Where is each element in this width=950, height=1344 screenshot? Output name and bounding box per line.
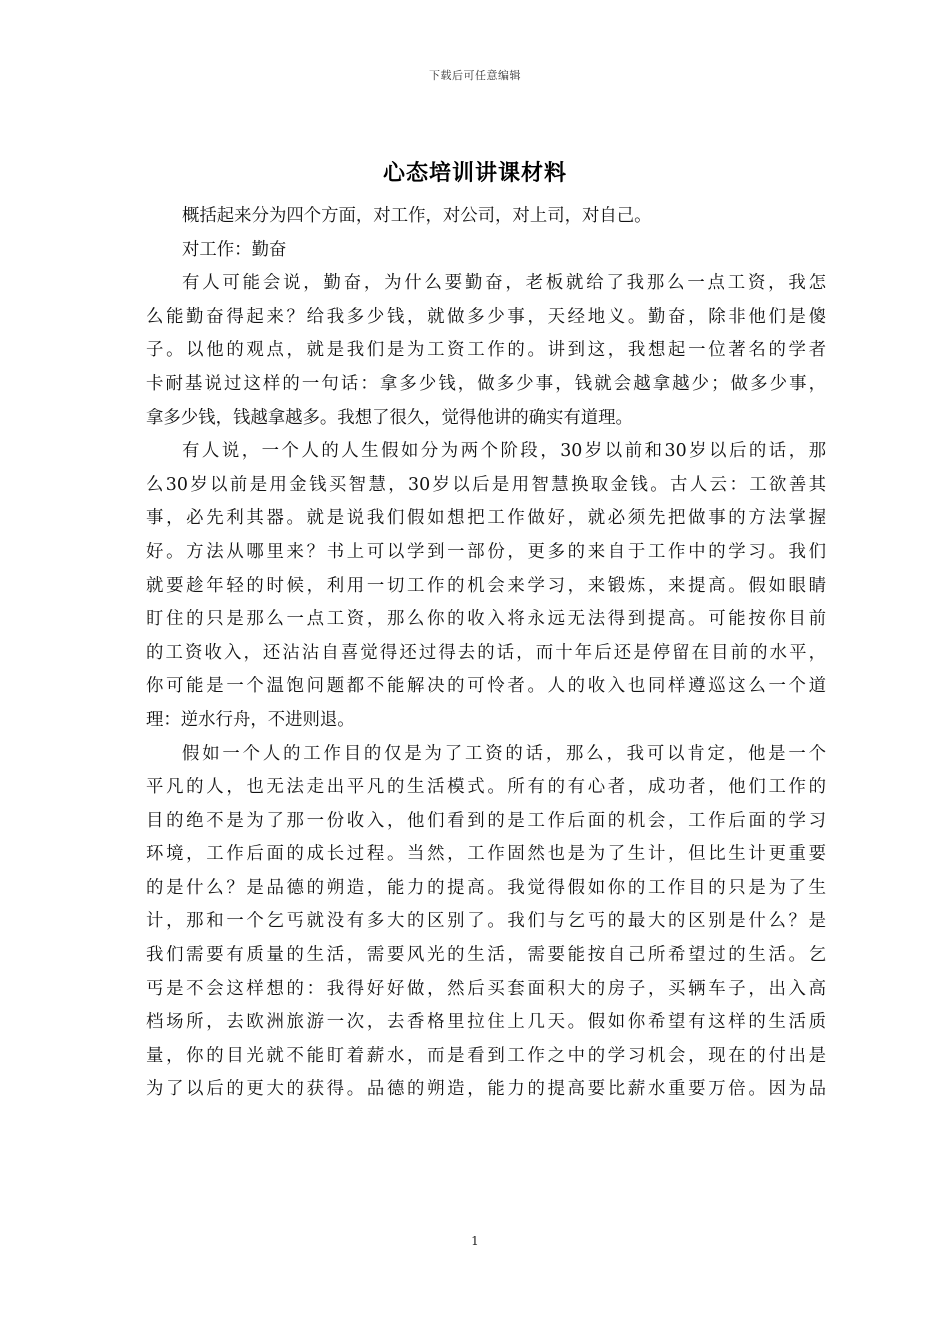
text-line: 盯住的只是那么一点工资，那么你的收入将永远无法得到提高。可能按你目前	[146, 609, 826, 630]
text-line: 卡耐基说过这样的一句话：拿多少钱，做多少事，钱就会越拿越少；做多少事，	[146, 373, 826, 394]
document-body	[146, 200, 826, 1107]
text-line: 么能勤奋得起来？给我多少钱，就做多少事，天经地义。勤奋，除非他们是傻	[146, 306, 826, 327]
text-line: 目的绝不是为了那一份收入，他们看到的是工作后面的机会，工作后面的学习	[146, 810, 826, 831]
text-line: 档场所，去欧洲旅游一次，去香格里拉住上几天。假如你希望有这样的生活质	[146, 1012, 826, 1033]
text-line: 你可能是一个温饱问题都不能解决的可怜者。人的收入也同样遵巡这么一个道	[146, 676, 826, 697]
text-line: 理：逆水行舟，不进则退。	[146, 709, 355, 730]
text-line: 就要趁年轻的时候，利用一切工作的机会来学习，来锻炼，来提高。假如眼睛	[146, 575, 826, 596]
header-note: 下载后可任意编辑	[429, 69, 521, 82]
text-line: 我们需要有质量的生活，需要风光的生活，需要能按自己所希望过的生活。乞	[146, 945, 826, 966]
text-line: 环境，工作后面的成长过程。当然，工作固然也是为了生计，但比生计更重要	[146, 844, 826, 865]
text-line: 的是什么？是品德的朔造，能力的提高。我觉得假如你的工作目的只是为了生	[146, 877, 826, 898]
text-line: 么30岁以前是用金钱买智慧，30岁以后是用智慧换取金钱。古人云：工欲善其	[146, 474, 826, 495]
text-line: 计，那和一个乞丐就没有多大的区别了。我们与乞丐的最大的区别是什么？是	[146, 911, 826, 932]
text-line: 为了以后的更大的获得。品德的朔造，能力的提高要比薪水重要万倍。因为品	[146, 1079, 826, 1100]
text-line: 拿多少钱，钱越拿越多。我想了很久，觉得他讲的确实有道理。	[146, 407, 633, 428]
text-line: 事，必先利其器。就是说我们假如想把工作做好，就必须先把做事的方法掌握	[146, 508, 826, 529]
text-line: 丐是不会这样想的：我得好好做，然后买套面积大的房子，买辆车子，出入高	[146, 978, 826, 999]
text-line: 对工作：勤奋	[182, 239, 287, 260]
text-line: 的工资收入，还沾沾自喜觉得还过得去的话，而十年后还是停留在目前的水平，	[146, 642, 826, 663]
text-line: 概括起来分为四个方面，对工作，对公司，对上司，对自己。	[182, 206, 652, 226]
text-line: 假如一个人的工作目的仅是为了工资的话，那么，我可以肯定，他是一个	[182, 743, 826, 764]
text-line: 子。以他的观点，就是我们是为工资工作的。讲到这，我想起一位著名的学者	[146, 340, 826, 361]
text-line: 平凡的人，也无法走出平凡的生活模式。所有的有心者，成功者，他们工作的	[146, 777, 826, 798]
text-line: 有人可能会说，勤奋，为什么要勤奋，老板就给了我那么一点工资，我怎	[182, 273, 826, 294]
page-number: 1	[471, 1234, 479, 1248]
document-title: 心态培训讲课材料	[382, 160, 567, 186]
text-line: 有人说，一个人的人生假如分为两个阶段，30岁以前和30岁以后的话，那	[182, 441, 826, 462]
text-line: 量，你的目光就不能盯着薪水，而是看到工作之中的学习机会，现在的付出是	[146, 1045, 826, 1066]
text-line: 好。方法从哪里来？书上可以学到一部份，更多的来自于工作中的学习。我们	[146, 541, 826, 562]
